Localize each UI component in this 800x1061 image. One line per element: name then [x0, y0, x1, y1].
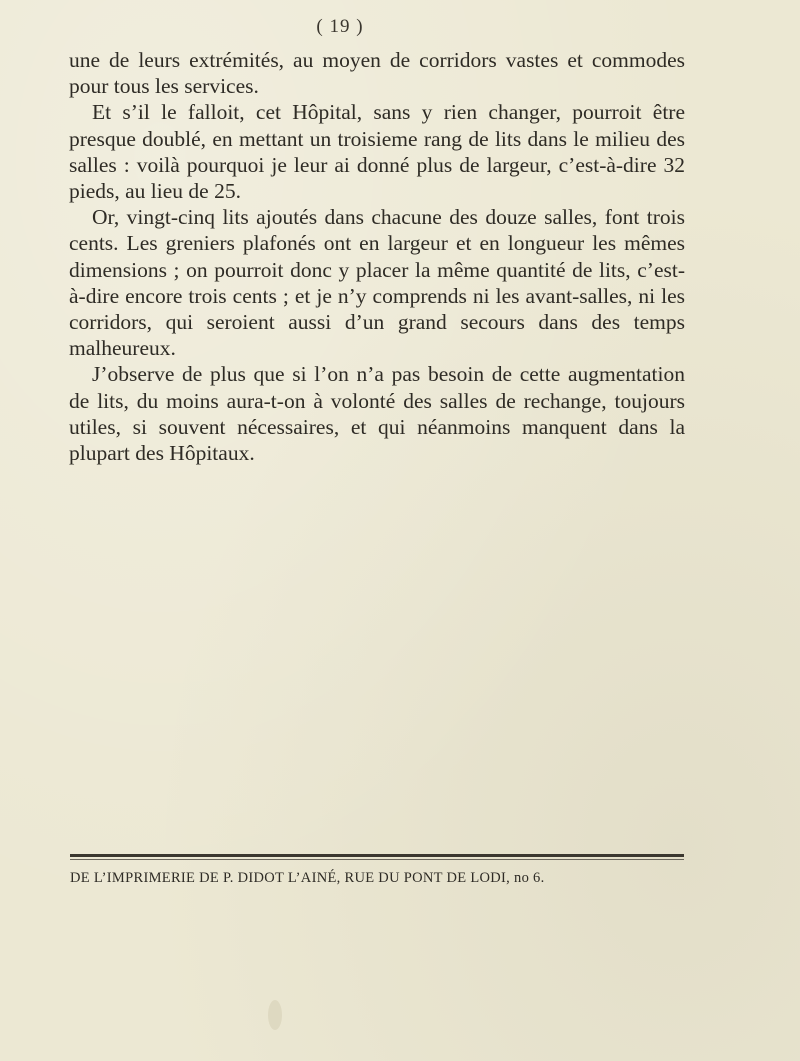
paragraph-4: J’observe de plus que si l’on n’a pas besoin de cette augmentation de lits, du moins aura-t-on à volonté des salles de rechange, toujours utiles, si souvent nécessaires, et qui néanmoins manquent dans la plupart des Hôpitaux.: [69, 362, 685, 466]
printer-imprint: DE L’IMPRIMERIE DE P. DIDOT L’AINÉ, RUE DU PONT DE LODI, no 6.: [70, 870, 545, 886]
footer-rule-thin: [70, 859, 684, 860]
body-text: [69, 47, 685, 466]
footer-rule: [70, 854, 684, 857]
paragraph-2: Et s’il le falloit, cet Hôpital, sans y rien changer, pourroit être presque doublé, en mettant un troisieme rang de lits dans le milieu des salles : voilà pourquoi je leur ai donné plus de largeur, c’est-à-dire 32 pieds, au lieu de 25.: [69, 100, 685, 204]
page-number: ( 19 ): [316, 16, 364, 37]
paragraph-3: Or, vingt-cinq lits ajoutés dans chacune des douze salles, font trois cents. Les greniers plafonés ont en largeur et en longueur les mêmes dimensions ; on pourroit donc y placer la même quantité de lits, c’est-à-dire encore trois cents ; et je n’y comprends ni les avant-salles, ni les corridors, qui seroient aussi d’un grand secours dans des temps malheureux.: [69, 205, 685, 361]
paper-stain: [268, 1000, 282, 1030]
paragraph-1: une de leurs extrémités, au moyen de corridors vastes et commodes pour tous les services.: [69, 48, 685, 99]
